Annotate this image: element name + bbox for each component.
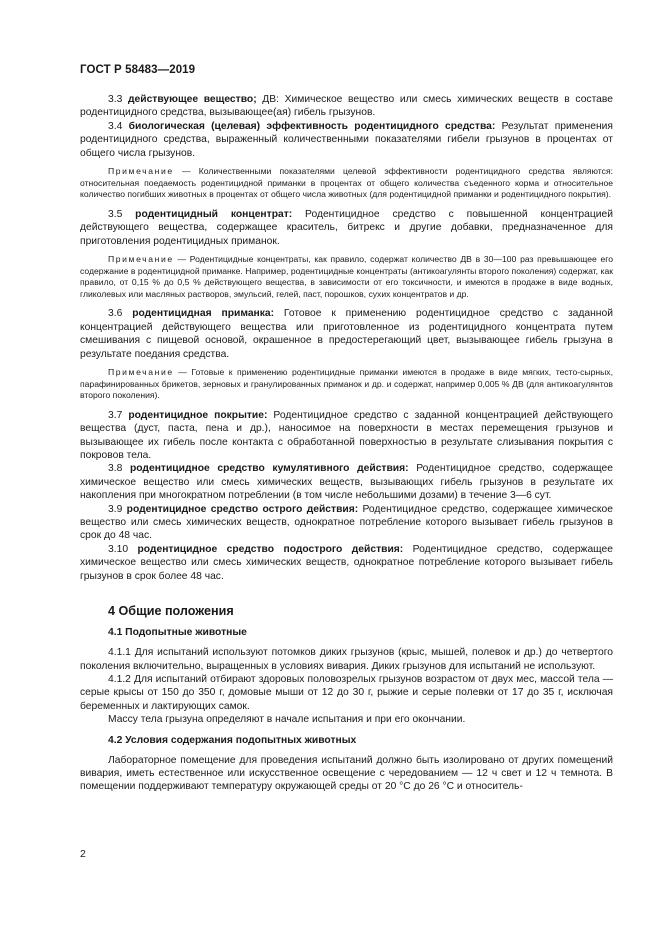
clause-3-3: 3.3 действующее вещество; ДВ: Химическое вещество или смесь химических веществ в составе родентицидного средства, вызывающее(ая) гибель грызунов. <box>80 94 613 119</box>
page-number: 2 <box>80 848 86 860</box>
term: родентицидное покрытие: <box>128 409 268 421</box>
note-label: Примечание <box>108 166 174 177</box>
note-3-6: Примечание — Готовые к применению родентицидные приманки имеются в продаже в виде мягких, тесто-сырных, парафинированных брикетов, зерновых и гранулированных приманок и др. и содержат, например 0,005 % ДВ (для антикоагулянтов второго поколения). <box>80 367 613 401</box>
term: родентицидный концентрат: <box>135 208 293 220</box>
subsection-4-2-heading: 4.2 Условия содержания подопытных животных <box>108 734 357 746</box>
clause-3-5: 3.5 родентицидный концентрат: Родентицидное средство с повышенной концентрацией действующего вещества, содержащее краситель, битрекс и другие добавки, предназначенное для приготовления родентицидных приманок. <box>80 208 613 247</box>
clause-4-2-text: Лабораторное помещение для проведения испытаний должно быть изолировано от других помещений вивария, иметь естественное или искусственное освещение с чередованием — 12 ч свет и 12 ч темнота. В помещении поддерживают температуру окружающей среды от 20 °С до 26 °С и относитель- <box>80 754 613 793</box>
term: родентицидное средство кумулятивного действия: <box>129 463 409 475</box>
clause-3-8: 3.8 родентицидное средство кумулятивного действия: Родентицидное средство, содержащее химическое вещество или смесь химических веществ, вызывающих гибель грызунов в результате их накопления при многократном потреблении (в том числе небольшими дозами) в течение 3—6 сут. <box>80 463 613 502</box>
clause-4-1-2-mass: Массу тела грызуна определяют в начале испытания и при его окончании. <box>108 714 466 726</box>
document-header: ГОСТ Р 58483—2019 <box>80 64 196 76</box>
term: родентицидное средство острого действия: <box>126 503 359 515</box>
note-3-5: Примечание — Родентицидные концентраты, как правило, содержат количество ДВ в 30—100 раз превышающее его содержание в родентицидной приманке. Например, родентицидные концентраты (антикоагулянты второго поколения) содержат, как правило, от 0,15 % до 0,5 % действующего вещества, в зависимости от его токсичности, и имеются в продаже в виде водных, гликолевых или масляных растворов, эмульсий, гелей, паст, порошков, сухих концентратов и др. <box>80 254 613 299</box>
term: биологическая (целевая) эффективность родентицидного средства: <box>128 120 496 132</box>
term: действующее вещество; <box>127 94 257 105</box>
clause-3-7: 3.7 родентицидное покрытие: Родентицидное средство с заданной концентрацией действующего вещества (дуст, паста, пена и др.), наносимое на поверхности в местах перемещения грызунов и вызывающее их гибель после контакта с обработанной поверхностью в результате слизывания покрытия с покровов тела. <box>80 409 613 462</box>
note-label: Примечание <box>108 254 174 265</box>
section-4-heading: 4 Общие положения <box>108 604 234 619</box>
clause-4-1-1: 4.1.1 Для испытаний используют потомков диких грызунов (крыс, мышей, полевок и др.) до четвертого поколения включительно, выращенных в условиях вивария. Диких грызунов для испытаний не используют. <box>80 647 613 672</box>
note-3-4: Примечание — Количественными показателями целевой эффективности родентицидного средства являются: относительная поедаемость родентицидной приманки в процентах от общего количества съеденного корма и относительное количество погибших животных в процентах от общего числа животных (для родентицидной приманки и родентицидного покрытия). <box>80 166 613 200</box>
note-label: Примечание <box>108 367 174 378</box>
subsection-4-1-heading: 4.1 Подопытные животные <box>108 627 247 639</box>
clause-3-4: 3.4 биологическая (целевая) эффективность родентицидного средства: Результат применения родентицидного средства, выраженный количественными показателями гибели грызунов в процентах от общего числа грызунов. <box>80 120 613 159</box>
clause-4-1-2: 4.1.2 Для испытаний отбирают здоровых половозрелых грызунов возрастом от двух мес, массой тела — серые крысы от 150 до 350 г, домовые мыши от 12 до 30 г, рыжие и серые полевки от 17 до 35 г, исключая беременных и лактирующих самок. <box>80 673 613 712</box>
clause-3-6: 3.6 родентицидная приманка: Готовое к применению родентицидное средство с заданной концентрацией действующего вещества или приготовленное из родентицидного концентрата путем смешивания с пищевой основой, окрашенное в предостерегающий цвет, вызывающее гибель грызуна в результате поедания средства. <box>80 308 613 360</box>
clause-3-9: 3.9 родентицидное средство острого действия: Родентицидное средство, содержащее химическое вещество или смесь химических веществ, однократное потребление которого вызывает гибель грызунов в срок до 48 час. <box>80 503 613 542</box>
term: родентицидная приманка: <box>132 308 275 320</box>
term: родентицидное средство подострого действия: <box>137 543 404 555</box>
clause-3-10: 3.10 родентицидное средство подострого действия: Родентицидное средство, содержащее химическое вещество или смесь химических веществ, однократное потребление которого вызывает гибель грызунов в срок более 48 час. <box>80 543 613 582</box>
